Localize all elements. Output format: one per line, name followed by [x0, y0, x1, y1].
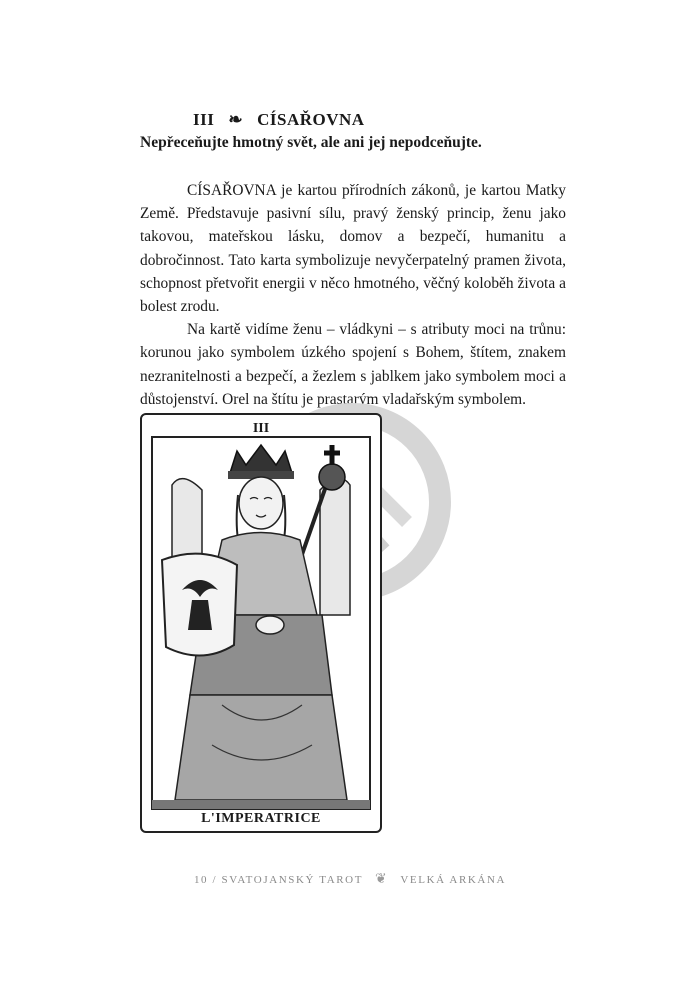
- card-name: L'IMPERATRICE: [201, 811, 321, 826]
- footer-page-label: 10 / SVATOJANSKÝ TAROT: [193, 873, 364, 886]
- footer-section-label: VELKÁ ARKÁNA: [400, 873, 507, 886]
- paragraph: CÍSAŘOVNA je kartou přírodních zákonů, je kartou Matky Země. Představuje pasivní sílu, pravý ženský princip, ženu jako takovou, mateřskou lásku, domov a bezpečí, humanitu a dobročinnost. Tato karta symbolizuje nevyčerpatelný pramen života, schopnost přetvořit energii v něco hmotného, věčný koloběh života a bolest zrodu.: [140, 182, 566, 316]
- chapter-heading: [193, 110, 365, 130]
- fleuron-ornament-icon: ❧: [228, 110, 244, 129]
- page-footer: [0, 871, 700, 888]
- leaf-ornament-icon: ❦: [375, 872, 389, 887]
- card-numeral: III: [252, 421, 270, 436]
- paragraph: Na kartě vidíme ženu – vládkyni – s atributy moci na trůnu: korunou jako symbolem úzkého spojení s Bohem, štítem, znakem nezranitelnosti a bezpečí, a žezlem s jablkem jako symbolem moci a důstojenství. Orel na štítu je prastarým vladařským symbolem.: [140, 321, 566, 408]
- tarot-card-empress: [140, 413, 382, 833]
- chapter-subtitle: Nepřeceňujte hmotný svět, ale ani jej nepodceňujte.: [140, 134, 482, 151]
- chapter-numeral: III: [193, 110, 215, 129]
- empress-illustration: [142, 415, 380, 831]
- chapter-title: CÍSAŘOVNA: [257, 110, 365, 129]
- body-text: [140, 179, 566, 411]
